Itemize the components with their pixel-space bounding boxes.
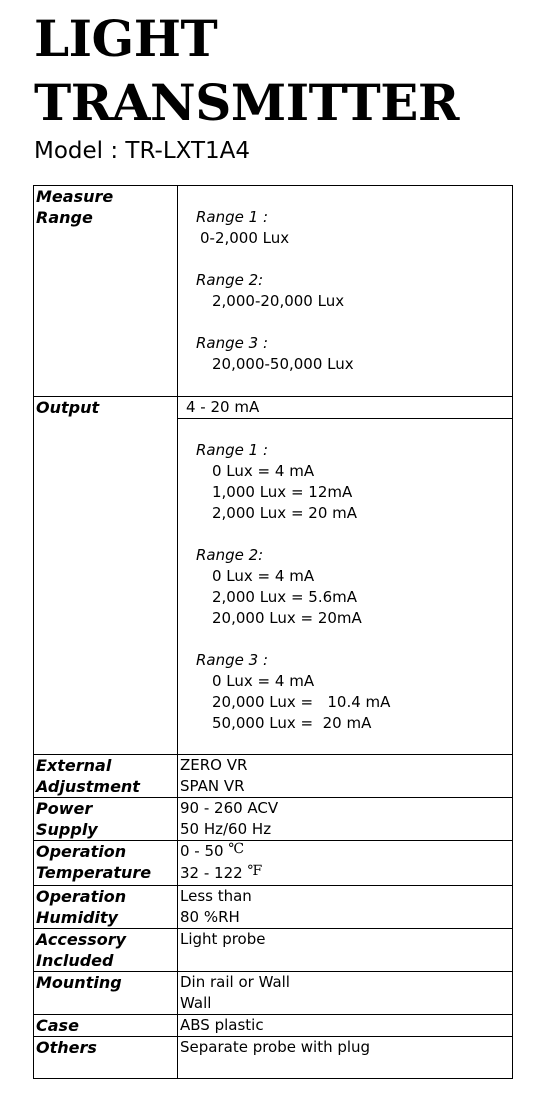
label-line: Power: [36, 799, 93, 818]
label-line: Temperature: [36, 863, 152, 882]
label-line: Included: [36, 951, 114, 970]
label-line: Others: [36, 1038, 97, 1057]
output-range-1-point: 0 Lux = 4 mA: [212, 462, 315, 480]
label-line: Accessory: [36, 930, 127, 949]
model-number: Model : TR-LXT1A4: [34, 138, 251, 164]
range-2-name: Range 2:: [196, 271, 264, 289]
output-range-3-point: 20,000 Lux = 10.4 mA: [212, 693, 391, 711]
spec-label-mounting: [34, 972, 178, 1015]
range-2-value: 2,000-20,000 Lux: [212, 292, 345, 310]
fahrenheit-unit: ℉: [247, 863, 263, 879]
label-line: Measure: [36, 187, 114, 206]
value-line: Separate probe with plug: [180, 1038, 371, 1056]
spec-label-power-supply: [34, 798, 178, 841]
spec-label-case: [34, 1015, 178, 1037]
label-line: Supply: [36, 820, 98, 839]
range-1-name: Range 1 :: [196, 208, 269, 226]
spec-row-others: [34, 1037, 513, 1079]
temp-fahrenheit-range: 32 - 122: [180, 864, 248, 882]
value-line: ABS plastic: [180, 1016, 264, 1034]
label-line: Operation: [36, 887, 127, 906]
value-line: 90 - 260 ACV: [180, 799, 279, 817]
spec-label-accessory-included: [34, 929, 178, 972]
spec-value-others: [178, 1037, 513, 1079]
spec-value-power-supply: [178, 798, 513, 841]
output-range-1-name: Range 1 :: [196, 441, 269, 459]
spec-row-operation-humidity: [34, 886, 513, 929]
spec-row-power-supply: [34, 798, 513, 841]
spec-row-output: [34, 397, 513, 419]
spec-row-case: [34, 1015, 513, 1037]
value-line: SPAN VR: [180, 777, 245, 795]
value-line: Less than: [180, 887, 252, 905]
title-line-1: LIGHT: [34, 9, 218, 68]
spec-value-case: [178, 1015, 513, 1037]
label-line: Adjustment: [36, 777, 140, 796]
output-range-2-point: 0 Lux = 4 mA: [212, 567, 315, 585]
spec-value-accessory-included: [178, 929, 513, 972]
range-3-name: Range 3 :: [196, 334, 269, 352]
output-range-3-name: Range 3 :: [196, 651, 269, 669]
spec-label-external-adjustment: [34, 755, 178, 798]
output-range-1-point: 1,000 Lux = 12mA: [212, 483, 353, 501]
output-range-2-point: 2,000 Lux = 5.6mA: [212, 588, 358, 606]
value-line: 80 %RH: [180, 908, 240, 926]
temp-celsius-range: 0 - 50: [180, 842, 229, 860]
value-line: [180, 841, 510, 863]
spec-row-accessory-included: [34, 929, 513, 972]
output-range-2-name: Range 2:: [196, 546, 264, 564]
label-line: Humidity: [36, 908, 118, 927]
value-line: Wall: [180, 994, 212, 1012]
range-3-value: 20,000-50,000 Lux: [212, 355, 354, 373]
spec-value-output-signal: [178, 397, 513, 419]
output-range-3-point: 0 Lux = 4 mA: [212, 672, 315, 690]
spec-table: [33, 185, 513, 1079]
label-line: Case: [36, 1016, 79, 1035]
spec-value-external-adjustment: [178, 755, 513, 798]
value-line: [180, 863, 510, 885]
label-line: Output: [36, 398, 100, 417]
spec-value-measure-range: [178, 186, 513, 397]
spec-label-operation-temperature: [34, 841, 178, 886]
output-signal: 4 - 20 mA: [186, 398, 260, 416]
spec-label-operation-humidity: [34, 886, 178, 929]
value-line: ZERO VR: [180, 756, 248, 774]
label-line: Operation: [36, 842, 127, 861]
label-line: Mounting: [36, 973, 122, 992]
value-line: 50 Hz/60 Hz: [180, 820, 272, 838]
label-line: External: [36, 756, 112, 775]
value-line: Din rail or Wall: [180, 973, 290, 991]
spec-value-mounting: [178, 972, 513, 1015]
spec-value-operation-temperature: [178, 841, 513, 886]
output-range-2-point: 20,000 Lux = 20mA: [212, 609, 362, 627]
value-line: Light probe: [180, 930, 266, 948]
spec-value-operation-humidity: [178, 886, 513, 929]
spec-row-operation-temperature: [34, 841, 513, 886]
title-line-2: TRANSMITTER: [34, 73, 459, 132]
spec-row-external-adjustment: [34, 755, 513, 798]
spec-row-measure-range: [34, 186, 513, 397]
spec-label-output: [34, 397, 178, 755]
spec-row-mounting: [34, 972, 513, 1015]
label-line: Range: [36, 208, 93, 227]
output-range-1-point: 2,000 Lux = 20 mA: [212, 504, 358, 522]
spec-label-measure-range: [34, 186, 178, 397]
spec-label-others: [34, 1037, 178, 1079]
spec-value-output-ranges: [178, 419, 513, 755]
celsius-unit: ℃: [228, 841, 245, 857]
output-range-3-point: 50,000 Lux = 20 mA: [212, 714, 372, 732]
range-1-value: 0-2,000 Lux: [200, 229, 290, 247]
